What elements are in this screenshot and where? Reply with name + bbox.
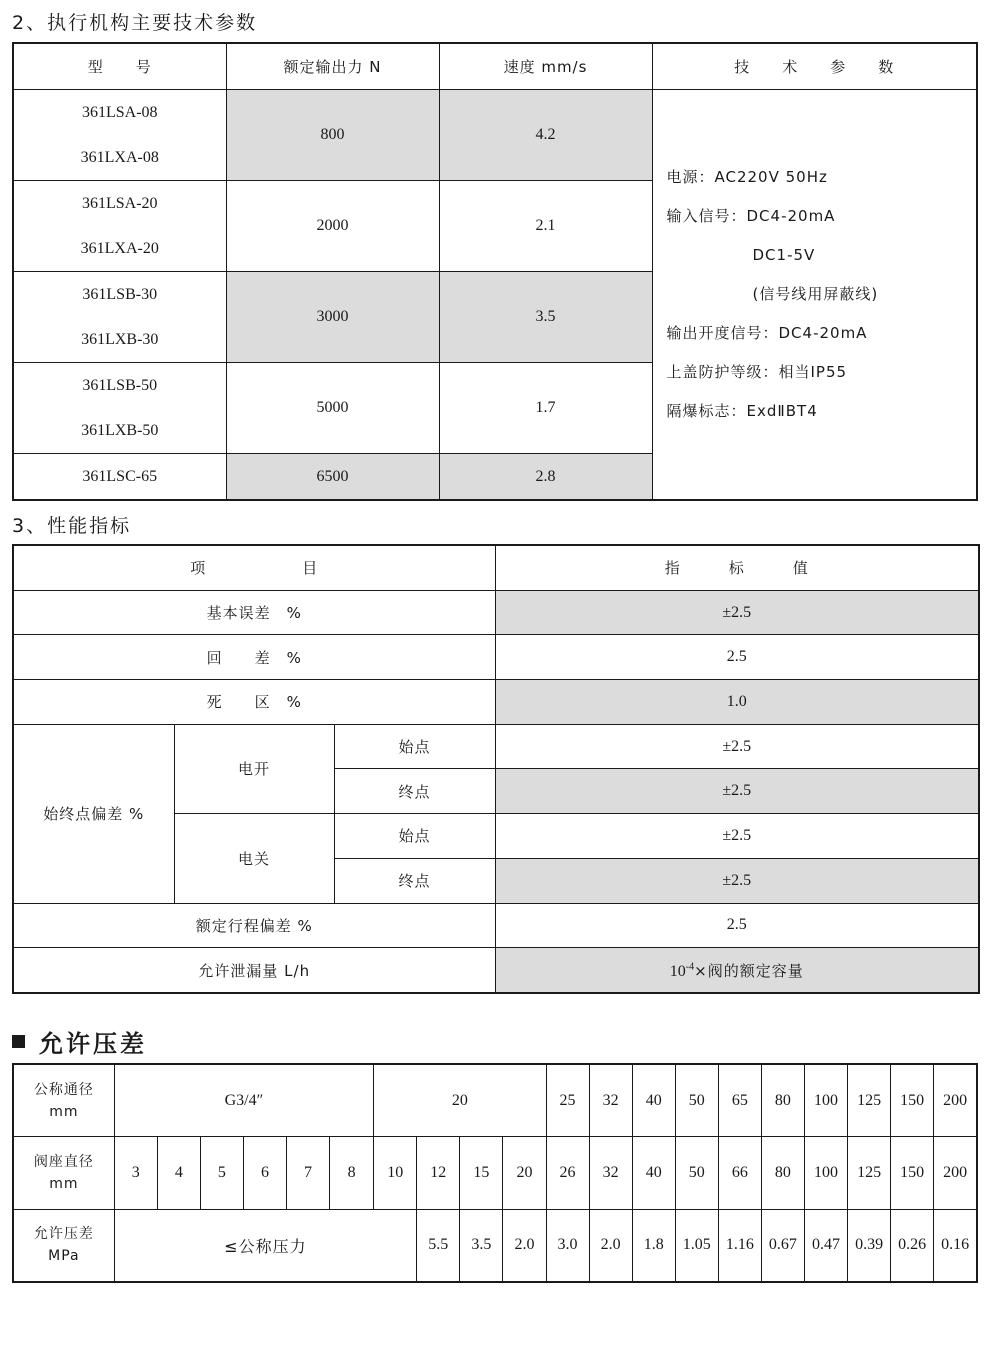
header-speed: 速度 mm/s bbox=[439, 43, 652, 90]
nominal-diameter-row bbox=[13, 1064, 977, 1137]
seat-cell: 3 bbox=[114, 1137, 157, 1209]
seat-cell: 10 bbox=[374, 1137, 417, 1209]
section-2-title: 2、执行机构主要技术参数 bbox=[12, 12, 258, 34]
pressure-cell: 3.0 bbox=[546, 1209, 589, 1282]
nominal-diameter-label bbox=[13, 1064, 114, 1137]
pressure-cell: 2.0 bbox=[503, 1209, 546, 1282]
spec-input-signal: 输入信号：DC4-20mA bbox=[666, 207, 836, 225]
hysteresis-label: 回 差 % bbox=[13, 635, 495, 680]
basic-error-label: 基本误差 % bbox=[13, 590, 495, 635]
model-name: 361LXB-30 bbox=[81, 331, 159, 348]
model-name: 361LSA-20 bbox=[81, 195, 158, 212]
model-name: 361LSC-65 bbox=[82, 468, 158, 485]
seat-cell: 66 bbox=[718, 1137, 761, 1209]
speed-cell: 2.1 bbox=[439, 181, 652, 272]
speed-cell: 1.7 bbox=[439, 363, 652, 454]
allowable-pressure-row bbox=[13, 1209, 977, 1282]
dead-zone-label: 死 区 % bbox=[13, 680, 495, 725]
model-name: 361LXA-20 bbox=[80, 240, 159, 257]
speed-cell: 3.5 bbox=[439, 272, 652, 363]
section-4-title-text: 允许压差 bbox=[39, 1030, 147, 1058]
leakage-unit: ×阀的额定容量 bbox=[694, 961, 804, 980]
seat-cell: 100 bbox=[804, 1137, 847, 1209]
seat-cell: 32 bbox=[589, 1137, 632, 1209]
force-cell: 3000 bbox=[226, 272, 439, 363]
pressure-cell: 1.8 bbox=[632, 1209, 675, 1282]
pressure-cell: 0.39 bbox=[848, 1209, 891, 1282]
seat-cell: 6 bbox=[243, 1137, 286, 1209]
open-end-label: 终点 bbox=[334, 769, 495, 814]
close-start-value: ±2.5 bbox=[495, 814, 979, 859]
header-model: 型 号 bbox=[13, 43, 226, 90]
hysteresis-value: 2.5 bbox=[495, 635, 979, 680]
model-name: 361LXA-08 bbox=[80, 149, 159, 166]
table-row bbox=[13, 635, 979, 680]
seat-cell: 12 bbox=[417, 1137, 460, 1209]
spec-power: 电源：AC220V 50Hz bbox=[666, 168, 828, 186]
model-cell bbox=[13, 181, 226, 272]
seat-diameter-row bbox=[13, 1137, 977, 1209]
allowable-pressure-label bbox=[13, 1209, 114, 1282]
open-start-value: ±2.5 bbox=[495, 724, 979, 769]
seat-cell: 8 bbox=[330, 1137, 374, 1209]
seat-cell: 150 bbox=[891, 1137, 934, 1209]
force-cell: 5000 bbox=[226, 363, 439, 454]
pressure-cell: 1.05 bbox=[675, 1209, 718, 1282]
table-row bbox=[13, 948, 979, 993]
open-end-value: ±2.5 bbox=[495, 769, 979, 814]
row-label-unit: MPa bbox=[48, 1248, 80, 1265]
leakage-exponent: -4 bbox=[685, 961, 695, 973]
pressure-cell: 0.67 bbox=[761, 1209, 804, 1282]
row-label-text: 公称通径 bbox=[33, 1081, 94, 1098]
seat-cell: 7 bbox=[287, 1137, 330, 1209]
seat-cell: 40 bbox=[632, 1137, 675, 1209]
dn-cell: 80 bbox=[761, 1064, 804, 1137]
model-cell bbox=[13, 90, 226, 181]
seat-cell: 125 bbox=[848, 1137, 891, 1209]
row-label-text: 阀座直径 bbox=[33, 1153, 94, 1170]
section-4-title bbox=[12, 1024, 147, 1059]
leakage-value bbox=[495, 948, 979, 993]
pressure-cell: 0.26 bbox=[891, 1209, 934, 1282]
leakage-base: 10 bbox=[669, 962, 686, 980]
dn-cell: 40 bbox=[632, 1064, 675, 1137]
spec-protection: 上盖防护等级：相当IP55 bbox=[666, 363, 848, 381]
endpoint-error-label: 始终点偏差 % bbox=[13, 724, 174, 903]
close-start-label: 始点 bbox=[334, 814, 495, 859]
model-cell bbox=[13, 363, 226, 454]
seat-cell: 20 bbox=[503, 1137, 546, 1209]
electric-open-label: 电开 bbox=[174, 724, 334, 813]
spec-input-signal-alt: DC1-5V bbox=[752, 246, 816, 264]
dn-cell: 125 bbox=[848, 1064, 891, 1137]
speed-cell: 4.2 bbox=[439, 90, 652, 181]
basic-error-value: ±2.5 bbox=[495, 590, 979, 635]
dn-cell: G3/4″ bbox=[114, 1064, 373, 1137]
table-row bbox=[13, 724, 979, 769]
dn-cell: 50 bbox=[675, 1064, 718, 1137]
table-row bbox=[13, 903, 979, 948]
leakage-label: 允许泄漏量 L/h bbox=[13, 948, 495, 993]
force-cell: 6500 bbox=[226, 454, 439, 501]
row-label-text: 允许压差 bbox=[33, 1226, 94, 1243]
seat-cell: 200 bbox=[934, 1137, 977, 1209]
header-specs: 技 术 参 数 bbox=[652, 43, 977, 90]
pressure-cell: 1.16 bbox=[718, 1209, 761, 1282]
model-name: 361LXB-50 bbox=[81, 422, 159, 439]
seat-cell: 50 bbox=[675, 1137, 718, 1209]
close-end-label: 终点 bbox=[334, 858, 495, 903]
dn-cell: 65 bbox=[718, 1064, 761, 1137]
electric-close-label: 电关 bbox=[174, 814, 334, 903]
header-value: 指 标 值 bbox=[495, 545, 979, 590]
seat-cell: 80 bbox=[761, 1137, 804, 1209]
dn-cell: 20 bbox=[374, 1064, 546, 1137]
pressure-cell: 2.0 bbox=[589, 1209, 632, 1282]
open-start-label: 始点 bbox=[334, 724, 495, 769]
seat-diameter-label bbox=[13, 1137, 114, 1209]
dn-cell: 200 bbox=[934, 1064, 977, 1137]
stroke-error-value: 2.5 bbox=[495, 903, 979, 948]
performance-table bbox=[12, 544, 980, 994]
spec-signal-note: (信号线用屏蔽线) bbox=[752, 285, 879, 303]
speed-cell: 2.8 bbox=[439, 454, 652, 501]
header-item: 项 目 bbox=[13, 545, 495, 590]
pressure-diff-table bbox=[12, 1063, 978, 1283]
table-row bbox=[13, 590, 979, 635]
dn-cell: 25 bbox=[546, 1064, 589, 1137]
force-cell: 800 bbox=[226, 90, 439, 181]
seat-cell: 5 bbox=[200, 1137, 243, 1209]
seat-cell: 15 bbox=[460, 1137, 503, 1209]
model-cell bbox=[13, 454, 226, 501]
dn-cell: 32 bbox=[589, 1064, 632, 1137]
model-name: 361LSB-30 bbox=[82, 286, 158, 303]
nominal-pressure-cell: ≤公称压力 bbox=[114, 1209, 417, 1282]
dn-cell: 100 bbox=[804, 1064, 847, 1137]
pressure-cell: 0.16 bbox=[934, 1209, 977, 1282]
row-label-unit: mm bbox=[49, 1103, 79, 1120]
dead-zone-value: 1.0 bbox=[495, 680, 979, 725]
section-3-title: 3、性能指标 bbox=[12, 515, 132, 537]
stroke-error-label: 额定行程偏差 % bbox=[13, 903, 495, 948]
pressure-cell: 3.5 bbox=[460, 1209, 503, 1282]
seat-cell: 4 bbox=[157, 1137, 200, 1209]
header-force: 额定输出力 N bbox=[226, 43, 439, 90]
table-header-row bbox=[13, 545, 979, 590]
model-name: 361LSA-08 bbox=[81, 104, 158, 121]
force-cell: 2000 bbox=[226, 181, 439, 272]
seat-cell: 26 bbox=[546, 1137, 589, 1209]
row-label-unit: mm bbox=[49, 1175, 79, 1192]
actuator-spec-table bbox=[12, 42, 978, 501]
table-header-row bbox=[13, 43, 977, 90]
table-row bbox=[13, 90, 977, 181]
close-end-value: ±2.5 bbox=[495, 858, 979, 903]
spec-explosion-proof: 隔爆标志：ExdⅡBT4 bbox=[666, 402, 818, 420]
tech-specs-cell bbox=[652, 90, 977, 501]
table-row bbox=[13, 680, 979, 725]
spec-output-signal: 输出开度信号：DC4-20mA bbox=[666, 324, 868, 342]
model-name: 361LSB-50 bbox=[82, 377, 158, 394]
pressure-cell: 0.47 bbox=[804, 1209, 847, 1282]
dn-cell: 150 bbox=[891, 1064, 934, 1137]
pressure-cell: 5.5 bbox=[417, 1209, 460, 1282]
model-cell bbox=[13, 272, 226, 363]
square-bullet-icon bbox=[12, 1035, 25, 1048]
